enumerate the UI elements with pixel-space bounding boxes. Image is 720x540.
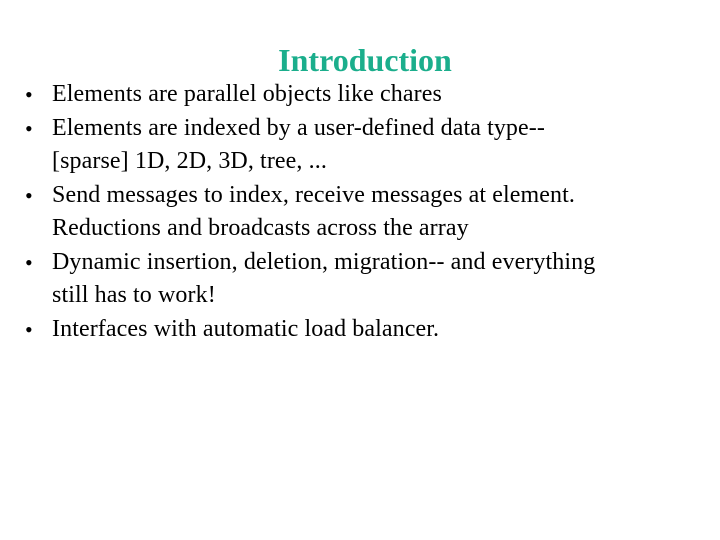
bullet-item	[0, 247, 720, 311]
bullet-text: Interfaces with automatic load balancer.	[52, 316, 440, 342]
bullet-marker-icon: •	[25, 317, 33, 342]
bullet-marker-icon: •	[25, 116, 33, 141]
bullet-text: Send messages to index, receive messages at element.	[52, 182, 576, 208]
bullet-text: Elements are indexed by a user-defined data type--	[52, 115, 545, 141]
bullet-item	[0, 314, 720, 345]
bullet-marker-icon: •	[25, 82, 33, 107]
slide-title: Introduction	[278, 42, 452, 79]
bullet-item	[0, 113, 720, 177]
bullet-text: Elements are parallel objects like chares	[52, 81, 442, 107]
bullet-item	[0, 180, 720, 244]
bullet-item	[0, 79, 720, 110]
bullet-text-continuation: [sparse] 1D, 2D, 3D, tree, ...	[52, 148, 327, 174]
bullet-text-continuation: Reductions and broadcasts across the array	[52, 215, 469, 241]
bullet-text-continuation: still has to work!	[52, 282, 216, 308]
bullet-text: Dynamic insertion, deletion, migration-- and everything	[52, 249, 596, 275]
bullet-marker-icon: •	[25, 183, 33, 208]
bullet-list	[0, 79, 720, 345]
bullet-marker-icon: •	[25, 250, 33, 275]
